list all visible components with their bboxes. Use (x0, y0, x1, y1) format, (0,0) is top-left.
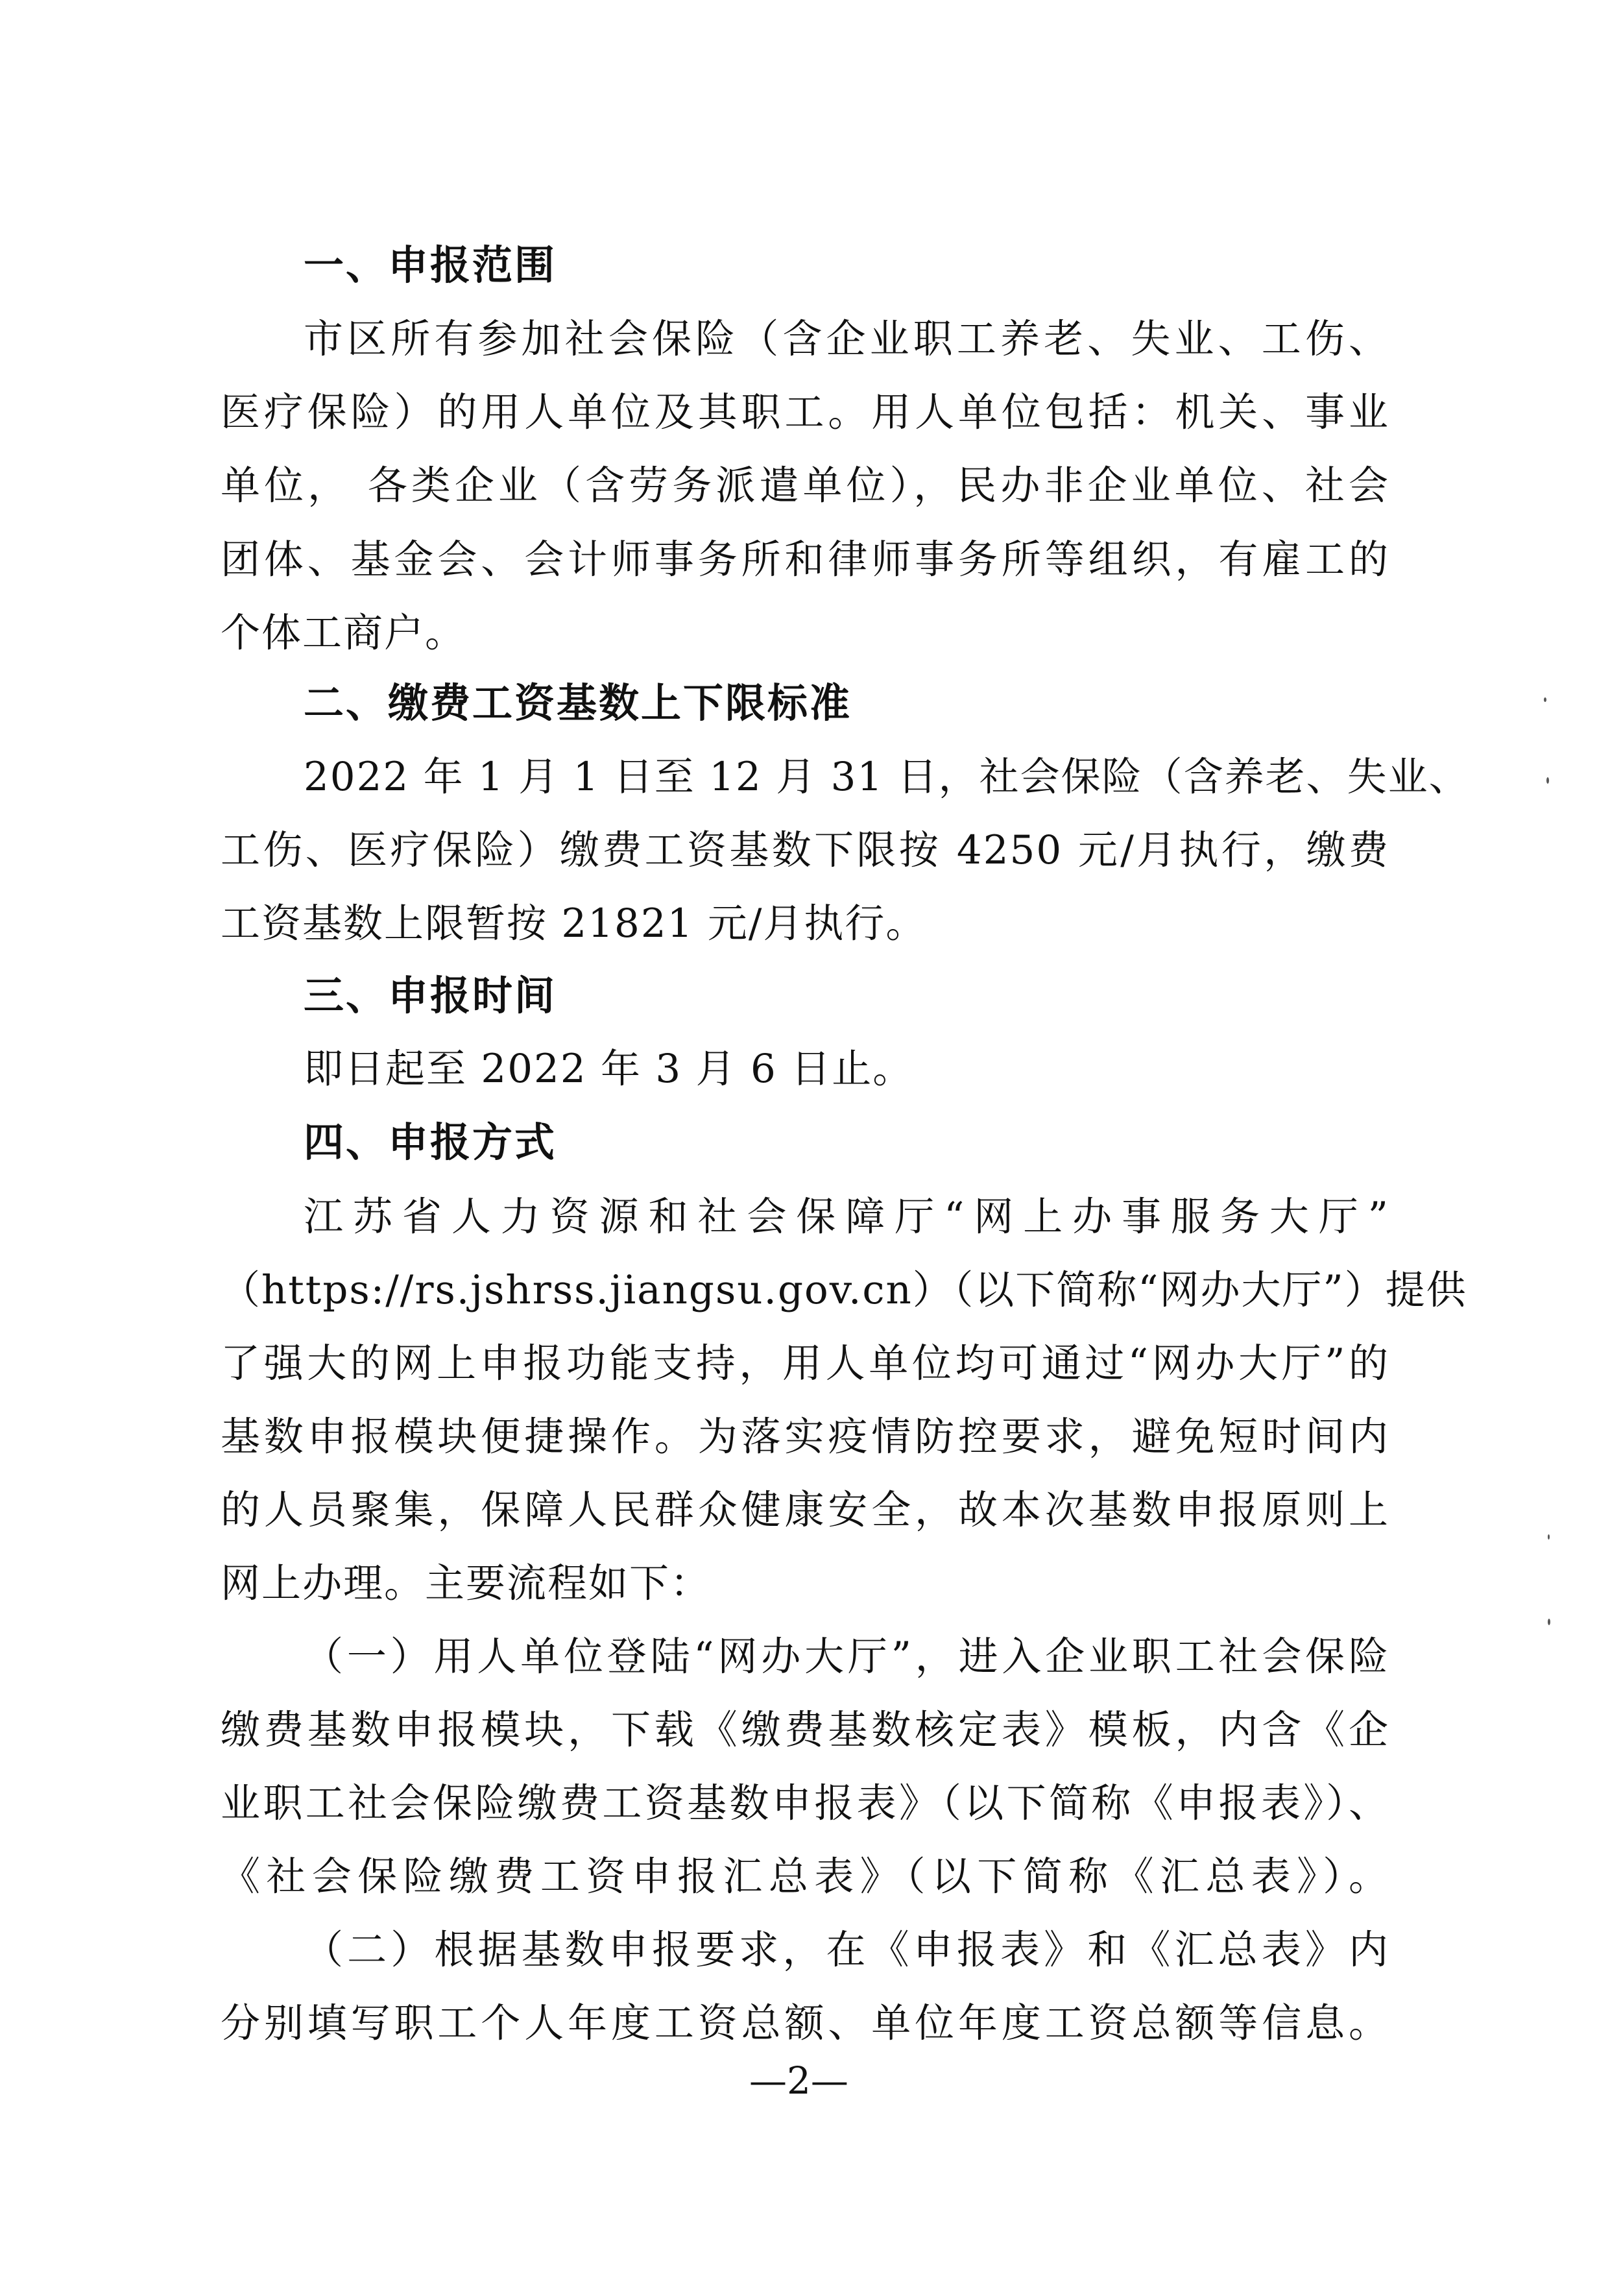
paragraph-line: 个体工商户。 (221, 610, 466, 656)
scan-speck (1544, 697, 1546, 702)
paragraph-line: 团体、基金会、会计师事务所和律师事务所等组织，有雇工的 (221, 537, 1389, 583)
section-heading-scope: 一、申报范围 (304, 241, 557, 289)
paragraph-line: 单位， 各类企业（含劳务派遣单位），民办非企业单位、社会 (221, 463, 1389, 509)
scan-speck (1546, 777, 1549, 784)
paragraph-line: （https://rs.jshrss.jiangsu.gov.cn）（以下简称“网办大厅”）提供 (221, 1267, 1467, 1313)
paragraph-line: 业职工社会保险缴费工资基数申报表》（以下简称《申报表》）、 (221, 1780, 1389, 1826)
paragraph-line: 的人员聚集，保障人民群众健康安全，故本次基数申报原则上 (221, 1487, 1389, 1533)
page-number: —2— (749, 2059, 848, 2103)
paragraph-line: 分别填写职工个人年度工资总额、单位年度工资总额等信息。 (221, 2000, 1389, 2046)
paragraph-line: 工资基数上限暂按 21821 元/月执行。 (221, 900, 927, 947)
paragraph-line: 网上办理。主要流程如下： (221, 1560, 712, 1606)
section-heading-wage-base: 二、缴费工资基数上下限标准 (304, 679, 852, 727)
section-heading-method: 四、申报方式 (304, 1118, 557, 1166)
paragraph-line: 了强大的网上申报功能支持，用人单位均可通过“网办大厅”的 (221, 1340, 1389, 1386)
paragraph-line: 《社会保险缴费工资申报汇总表》（以下简称《汇总表》）。 (221, 1854, 1389, 1900)
paragraph-line: 缴费基数申报模块，下载《缴费基数核定表》模板，内含《企 (221, 1707, 1389, 1753)
paragraph-line: 市区所有参加社会保险（含企业职工养老、失业、工伤、 (304, 316, 1389, 362)
paragraph-line: 2022 年 1 月 1 日至 12 月 31 日，社会保险（含养老、失业、 (304, 754, 1470, 800)
paragraph-line: 基数申报模块便捷操作。为落实疫情防控要求，避免短时间内 (221, 1414, 1389, 1460)
paragraph-line: （一）用人单位登陆“网办大厅”，进入企业职工社会保险 (304, 1634, 1389, 1680)
section-heading-time: 三、申报时间 (304, 972, 557, 1019)
scan-speck (1548, 1619, 1550, 1625)
paragraph-line: 江苏省人力资源和社会保障厅“网上办事服务大厅” (304, 1194, 1389, 1240)
paragraph-line: （二）根据基数申报要求，在《申报表》和《汇总表》内 (304, 1927, 1389, 1973)
paragraph-line: 工伤、医疗保险）缴费工资基数下限按 4250 元/月执行，缴费 (221, 827, 1389, 873)
paragraph-line: 医疗保险）的用人单位及其职工。用人单位包括：机关、事业 (221, 389, 1389, 435)
paragraph-line: 即日起至 2022 年 3 月 6 日止。 (304, 1046, 914, 1092)
scan-speck (1548, 1534, 1550, 1540)
